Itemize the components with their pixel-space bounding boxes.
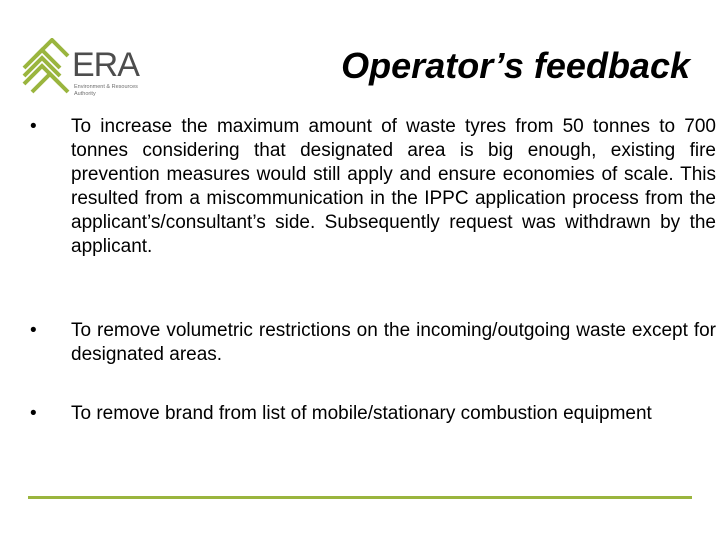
bullet-item (28, 115, 716, 259)
bullet-marker: • (30, 403, 37, 424)
logo-subtitle: Environment & Resources Authority (74, 84, 138, 97)
bullet-item (28, 319, 716, 367)
logo-name: ERA (72, 46, 139, 84)
bullet-text: To remove brand from list of mobile/stationary combustion equipment (71, 403, 652, 424)
era-logo-mark-icon (22, 38, 74, 100)
footer-divider (28, 496, 692, 499)
bullet-marker: • (30, 116, 37, 137)
bullet-item (28, 402, 716, 426)
bullet-text: To remove volumetric restrictions on the incoming/outgoing waste except for designated areas. (71, 320, 716, 365)
bullet-text: To increase the maximum amount of waste tyres from 50 tonnes to 700 tonnes considering that designated area is big enough, existing fire prevention measures would still apply and ensure economies of scale. This resulted from a miscommunication in the IPPC application process from the applicant’s/consultant’s side. Subsequently request was withdrawn by the applicant. (71, 116, 716, 257)
era-logo (22, 38, 152, 100)
page-title: Operator’s feedback (341, 45, 690, 86)
bullet-marker: • (30, 320, 37, 341)
